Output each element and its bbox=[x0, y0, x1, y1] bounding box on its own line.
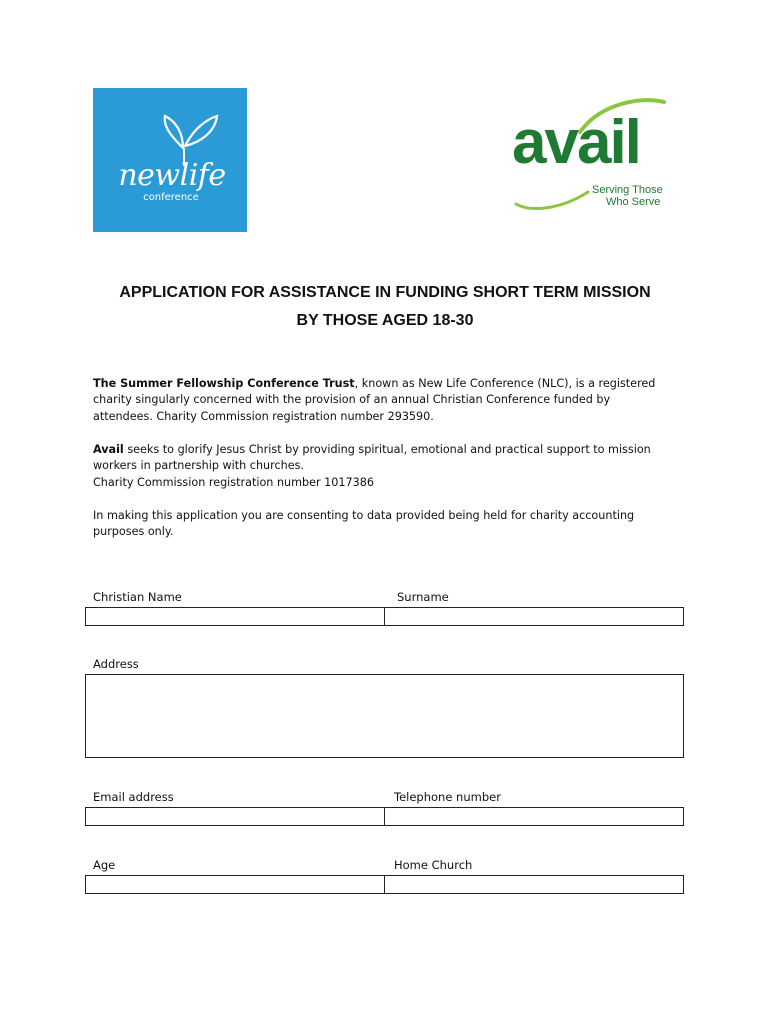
consent-text-line1: In making this application you are consenting to data provided being held for charity accounting bbox=[93, 509, 635, 522]
newlife-main-text: newlife bbox=[118, 158, 226, 193]
surname-field[interactable] bbox=[384, 607, 684, 626]
christian-name-field[interactable] bbox=[85, 607, 385, 626]
age-label: Age bbox=[93, 858, 116, 872]
document-title-line1: APPLICATION FOR ASSISTANCE IN FUNDING SHORT TERM MISSION bbox=[119, 284, 651, 301]
address-label: Address bbox=[93, 657, 139, 671]
avail-text-line2: workers in partnership with churches. bbox=[93, 459, 304, 473]
telephone-field[interactable] bbox=[384, 807, 684, 826]
address-field[interactable] bbox=[85, 674, 684, 758]
telephone-label: Telephone number bbox=[394, 790, 501, 804]
consent-paragraph bbox=[93, 508, 683, 541]
avail-logo bbox=[510, 96, 670, 214]
age-field[interactable] bbox=[85, 875, 385, 894]
surname-label: Surname bbox=[397, 590, 449, 604]
nlc-paragraph bbox=[93, 376, 683, 425]
email-field[interactable] bbox=[85, 807, 385, 826]
avail-paragraph bbox=[93, 442, 683, 491]
home-church-label: Home Church bbox=[394, 858, 473, 872]
nlc-text-line3: attendees. Charity Commission registration number 293590. bbox=[93, 409, 434, 423]
avail-tagline-line1: Serving Those bbox=[592, 184, 663, 196]
home-church-field[interactable] bbox=[384, 875, 684, 894]
avail-tagline-line2: Who Serve bbox=[606, 196, 661, 208]
nlc-text-line1: , known as New Life Conference (NLC), is a registered bbox=[354, 377, 656, 390]
avail-text-line1: seeks to glorify Jesus Christ by providing spiritual, emotional and practical support to mission bbox=[123, 443, 651, 456]
newlife-sub-text: conference bbox=[143, 192, 199, 203]
avail-name: Avail bbox=[93, 443, 124, 456]
consent-text-line2: purposes only. bbox=[93, 525, 174, 539]
avail-text-line3: Charity Commission registration number 1017386 bbox=[93, 475, 374, 489]
nlc-text-line2: charity singularly concerned with the provision of an annual Christian Conference funded by bbox=[93, 393, 611, 407]
email-label: Email address bbox=[93, 790, 174, 804]
nlc-trust-name: The Summer Fellowship Conference Trust bbox=[93, 377, 355, 390]
avail-main-text: avail bbox=[512, 108, 640, 177]
christian-name-label: Christian Name bbox=[93, 590, 182, 604]
newlife-conference-logo bbox=[93, 88, 247, 232]
document-title-line2: BY THOSE AGED 18-30 bbox=[296, 312, 474, 329]
